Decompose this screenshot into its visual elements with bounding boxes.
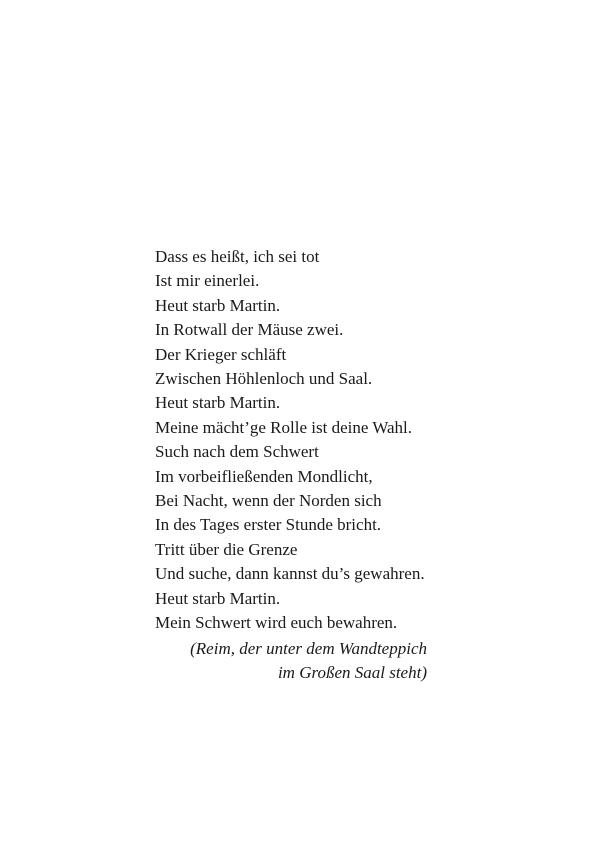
poem-line: In Rotwall der Mäuse zwei. — [155, 320, 344, 340]
poem-line: Dass es heißt, ich sei tot — [155, 247, 320, 266]
poem-line: Zwischen Höhlenloch und Saal. — [155, 369, 373, 389]
poem-line: Heut starb Martin. — [155, 393, 281, 413]
poem-line: Und suche, dann kannst du’s gewahren. — [155, 564, 425, 584]
poem-attribution — [155, 637, 427, 686]
poem-line: Mein Schwert wird euch bewahren. — [155, 613, 398, 633]
poem-line: Der Krieger schläft — [155, 344, 287, 364]
attribution-line: (Reim, der unter dem Wandteppich — [190, 639, 427, 658]
poem-line: Such nach dem Schwert — [155, 442, 319, 462]
poem-line: Im vorbeifließenden Mondlicht, — [155, 466, 373, 486]
attribution-line: im Großen Saal steht) — [277, 663, 427, 683]
poem-line: Meine mächt’ge Rolle ist deine Wahl. — [155, 417, 413, 437]
poem-line: Heut starb Martin. — [155, 588, 281, 608]
poem-line: Tritt über die Grenze — [155, 539, 298, 559]
poem — [155, 245, 445, 636]
poem-line: Heut starb Martin. — [155, 295, 281, 315]
poem-line: Ist mir einerlei. — [155, 271, 260, 291]
poem-line: Bei Nacht, wenn der Norden sich — [155, 491, 382, 511]
poem-line: In des Tages erster Stunde bricht. — [155, 515, 382, 535]
